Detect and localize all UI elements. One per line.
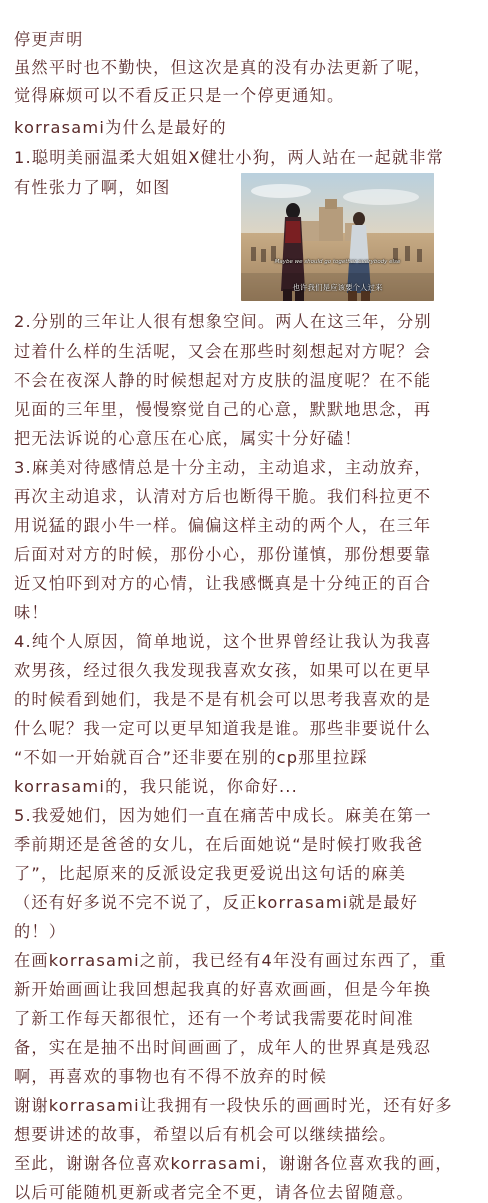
text-line: 至此，谢谢各位喜欢korrasami，谢谢各位喜欢我的画，	[14, 1154, 453, 1173]
text-line: 4.纯个人原因，简单地说，这个世界曾经让我认为我喜	[14, 632, 432, 651]
text-line: （还有好多说不完不说了，反正korrasami就是最好	[14, 893, 419, 912]
text-line: 见面的三年里，慢慢察觉自己的心意，默默地思念，再	[14, 400, 432, 419]
text-line: 再次主动追求，认清对方后也断得干脆。我们科拉更不	[14, 487, 432, 506]
text-line: 欢男孩，经过很久我发现我喜欢女孩，如果可以在更早	[14, 661, 432, 680]
text-line: korrasami的，我只能说，你命好...	[14, 777, 298, 796]
text-line: 在画korrasami之前，我已经有4年没有画过东西了，重	[14, 951, 447, 970]
text-line: 想要讲述的故事，希望以后有机会可以继续描绘。	[14, 1125, 397, 1144]
text-line: 有性张力了啊，如图	[14, 178, 171, 197]
text-line: 把无法诉说的心意压在心底，属实十分好磕！	[14, 429, 362, 448]
text-line: 过着什么样的生活呢，又会在那些时刻想起对方呢？会	[14, 342, 432, 361]
image-subtitle-chinese: 也许我们是应该要个人过来	[292, 283, 383, 292]
text-line: 什么呢？我一定可以更早知道我是谁。那些非要说什么	[14, 719, 432, 738]
text-line: 味！	[14, 603, 49, 622]
text-line: 了”，比起原来的反派设定我更爱说出这句话的麻美	[14, 864, 407, 883]
text-line: 2.分别的三年让人很有想象空间。两人在这三年，分别	[14, 312, 432, 331]
text-line: 5.我爱她们，因为她们一直在痛苦中成长。麻美在第一	[14, 806, 432, 825]
text-line: 备，实在是抽不出时间画画了，成年人的世界真是残忍	[14, 1038, 432, 1057]
text-line: “不如一开始就百合”还非要在别的cp那里拉踩	[14, 748, 368, 767]
text-line: korrasami为什么是最好的	[14, 118, 227, 137]
text-line: 用说猛的跟小牛一样。偏偏这样主动的两个人，在三年	[14, 516, 432, 535]
text-line: 3.麻美对待感情总是十分主动，主动追求，主动放弃，	[14, 458, 432, 477]
text-line: 觉得麻烦可以不看反正只是一个停更通知。	[14, 86, 345, 105]
document-title: 停更声明	[14, 30, 84, 49]
text-line: 季前期还是爸爸的女儿，在后面她说“是时候打败我爸	[14, 835, 424, 854]
text-line: 谢谢korrasami让我拥有一段快乐的画画时光，还有好多	[14, 1096, 453, 1115]
text-line: 近又怕吓到对方的心情，让我感慨真是十分纯正的百合	[14, 574, 432, 593]
text-line: 不会在夜深人静的时候想起对方皮肤的温度呢？在不能	[14, 371, 432, 390]
text-line: 以后可能随机更新或者完全不更，请各位去留随意。	[14, 1183, 414, 1202]
text-line: 后面对对方的时候，那份小心，那份谨慎，那份想要靠	[14, 545, 432, 564]
text-line: 啊，再喜欢的事物也有不得不放弃的时候	[14, 1067, 327, 1086]
text-line: 的！）	[14, 922, 67, 941]
text-line: 了新工作每天都很忙，还有一个考试我需要花时间准	[14, 1009, 414, 1028]
text-line: 新开始画画让我回想起我真的好喜欢画画，但是今年换	[14, 980, 432, 999]
image-subtitle-english: Maybe we should go together everybody else	[274, 259, 401, 265]
text-line: 1.聪明美丽温柔大姐姐X健壮小狗，两人站在一起就非常	[14, 148, 445, 167]
text-line: 虽然平时也不勤快，但这次是真的没有办法更新了呢，	[14, 58, 432, 77]
text-line: 的时候看到她们，我是不是有机会可以思考我喜欢的是	[14, 690, 432, 709]
screenshot-korra-asami	[241, 173, 434, 301]
